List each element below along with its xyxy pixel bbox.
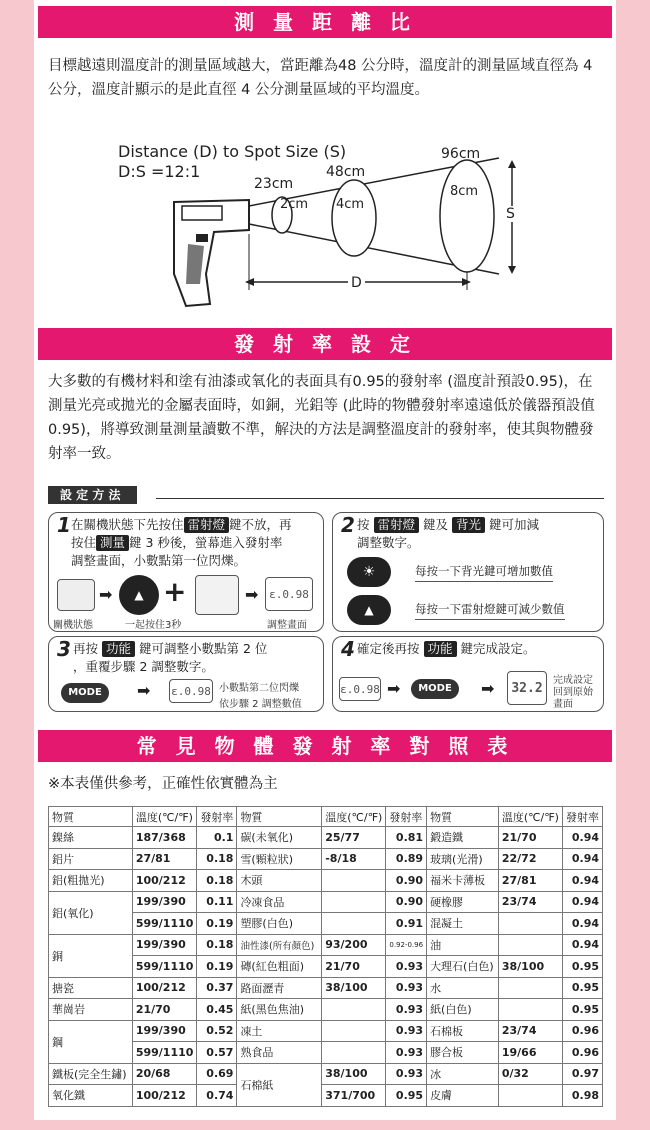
table-cell: 油性漆(所有顏色)	[237, 934, 322, 956]
step-2-text-d: 調整數字。	[357, 535, 420, 550]
step-1-number: 1	[57, 513, 71, 537]
table-cell: 冰	[427, 1063, 499, 1085]
table-cell	[322, 999, 386, 1021]
arrow-icon: ➡	[137, 681, 151, 700]
table-header-cell: 發射率	[386, 807, 427, 827]
emissivity-table-body	[49, 807, 603, 1107]
table-cell: 石棉板	[427, 1020, 499, 1042]
table-header-cell: 物質	[237, 807, 322, 827]
table-cell: 鎳絲	[49, 827, 133, 849]
backlight-button-icon: ☀	[347, 557, 391, 587]
plus-icon: +	[163, 575, 187, 608]
emissivity-screen: ε.0.98	[265, 577, 313, 611]
distance-description: 目標越遠則溫度計的測量區域越大，當距離為48 公分時，溫度計的測量區域直徑為 4 公分，溫度計顯示的是此直徑 4 公分測量區域的平均溫度。	[48, 58, 593, 98]
table-cell: 0.18	[197, 870, 237, 892]
table-cell: 0.94	[562, 848, 602, 870]
table-row	[49, 891, 603, 913]
table-cell: 0.96	[562, 1042, 602, 1064]
table-row	[49, 999, 603, 1021]
table-cell: 100/212	[132, 870, 197, 892]
table-cell: 華崗岩	[49, 999, 133, 1021]
table-cell: 0.93	[386, 956, 427, 978]
table-cell: 0.98	[562, 1085, 602, 1107]
table-cell: 38/100	[498, 956, 562, 978]
arrow-icon: ➡	[99, 585, 113, 604]
table-cell: 199/390	[132, 891, 197, 913]
label-48cm: 48cm	[326, 164, 366, 180]
laser-button-icon: ▲	[347, 595, 391, 625]
power-off-device-icon	[57, 579, 95, 611]
table-cell: 0.93	[386, 1020, 427, 1042]
table-row	[49, 1063, 603, 1085]
table-cell: 0.1	[197, 827, 237, 849]
table-row	[49, 913, 603, 935]
table-cell: 木頭	[237, 870, 322, 892]
table-cell: 0.93	[386, 977, 427, 999]
diagram-ratio: D:S =12:1	[118, 162, 201, 181]
step-3-text-c: ，重覆步驟 2 調整數字。	[73, 659, 214, 674]
temperature-screen: 32.2	[507, 671, 547, 705]
step-2-number: 2	[341, 513, 355, 537]
table-cell: 鋁片	[49, 848, 133, 870]
backlight-increase-note: 每按一下背光鍵可增加數值	[415, 563, 553, 582]
table-cell: -8/18	[322, 848, 386, 870]
table-cell: 0.37	[197, 977, 237, 999]
table-cell: 油	[427, 934, 499, 956]
table-header-cell: 物質	[427, 807, 499, 827]
table-cell: 599/1110	[132, 1042, 197, 1064]
table-cell: 0.94	[562, 827, 602, 849]
table-cell: 25/77	[322, 827, 386, 849]
table-cell: 21/70	[322, 956, 386, 978]
table-cell: 0.94	[562, 891, 602, 913]
table-cell: 大理石(白色)	[427, 956, 499, 978]
table-cell: 0.94	[562, 870, 602, 892]
table-cell: 93/200	[322, 934, 386, 956]
table-header-cell: 溫度(℃/℉)	[322, 807, 386, 827]
table-row	[49, 827, 603, 849]
table-cell	[322, 1020, 386, 1042]
section-title-emissivity-table: 常 見 物 體 發 射 率 對 照 表	[38, 730, 612, 762]
step-1-text-c: 按住	[71, 535, 97, 550]
table-cell: 雪(顆粒狀)	[237, 848, 322, 870]
table-cell: 碳(未氧化)	[237, 827, 322, 849]
step-2-box	[332, 512, 604, 632]
laser-decrease-note: 每按一下雷射燈鍵可減少數值	[415, 601, 565, 620]
caption-power-off: 關機狀態	[53, 620, 93, 631]
done-note-2: 回到原始	[553, 687, 593, 698]
table-cell: 鋁(粗拋光)	[49, 870, 133, 892]
table-cell: 磚(紅色粗面)	[237, 956, 322, 978]
table-row	[49, 977, 603, 999]
table-cell	[498, 1085, 562, 1107]
step-1-text	[71, 516, 325, 570]
thermometer-gun-icon	[174, 200, 249, 306]
emissivity-screen: ε.0.98	[339, 677, 381, 701]
table-cell: 199/390	[132, 934, 197, 956]
table-cell: 0.57	[197, 1042, 237, 1064]
emissivity-table	[48, 806, 603, 1107]
table-cell: 371/700	[322, 1085, 386, 1107]
table-header-cell: 物質	[49, 807, 133, 827]
step-4-text-a: 確定後再按	[357, 641, 420, 656]
table-cell: 0.19	[197, 913, 237, 935]
table-cell: 熟食品	[237, 1042, 322, 1064]
measure-key: 測量	[96, 535, 129, 551]
step-3-text-b: 鍵可調整小數點第 2 位	[139, 641, 268, 656]
setup-method-header	[48, 486, 604, 504]
table-row	[49, 1020, 603, 1042]
setup-method-label: 設 定 方 法	[48, 486, 137, 504]
table-cell: 38/100	[322, 1063, 386, 1085]
table-cell: 199/390	[132, 1020, 197, 1042]
label-d: D	[348, 275, 365, 291]
table-cell: 0.90	[386, 870, 427, 892]
table-cell: 599/1110	[132, 956, 197, 978]
table-cell: 塑膠(白色)	[237, 913, 322, 935]
step-2-text-a: 按	[357, 517, 370, 532]
step-3-box	[48, 636, 324, 712]
table-cell: 0.93	[386, 999, 427, 1021]
table-cell: 紙(白色)	[427, 999, 499, 1021]
table-cell	[322, 1042, 386, 1064]
table-cell: 0.18	[197, 934, 237, 956]
table-cell: 27/81	[498, 870, 562, 892]
table-cell: 0.94	[562, 913, 602, 935]
label-s: S	[506, 206, 515, 222]
table-cell: 0.93	[386, 1042, 427, 1064]
table-cell: 0.19	[197, 956, 237, 978]
table-cell: 19/66	[498, 1042, 562, 1064]
step-1-text-e: 調整畫面，小數點第一位閃爍。	[71, 553, 247, 568]
table-cell: 0.90	[386, 891, 427, 913]
step-4-box	[332, 636, 604, 712]
table-cell: 38/100	[322, 977, 386, 999]
distance-spot-diagram	[104, 134, 600, 317]
table-cell: 100/212	[132, 977, 197, 999]
table-cell: 0.93	[386, 1063, 427, 1085]
table-cell: 硬橡膠	[427, 891, 499, 913]
table-row	[49, 956, 603, 978]
table-cell: 膠合板	[427, 1042, 499, 1064]
table-cell: 紙(黑色焦油)	[237, 999, 322, 1021]
table-cell: 水	[427, 977, 499, 999]
table-cell: 0/32	[498, 1063, 562, 1085]
table-header-cell: 發射率	[197, 807, 237, 827]
table-cell: 0.81	[386, 827, 427, 849]
caption-press-together: 一起按住3秒	[125, 620, 182, 631]
table-cell	[322, 891, 386, 913]
table-cell	[498, 934, 562, 956]
table-cell	[498, 999, 562, 1021]
table-cell: 27/81	[132, 848, 197, 870]
table-row	[49, 934, 603, 956]
label-8cm: 8cm	[450, 184, 479, 199]
table-cell: 21/70	[498, 827, 562, 849]
repeat-step2-note: 依步驟 2 調整數值	[219, 699, 302, 710]
table-cell: 鋼	[49, 1020, 133, 1063]
table-cell: 0.45	[197, 999, 237, 1021]
table-cell: 0.95	[562, 956, 602, 978]
label-96cm: 96cm	[441, 146, 481, 162]
function-key: 功能	[424, 641, 457, 657]
step-1-box	[48, 512, 324, 632]
table-cell	[322, 870, 386, 892]
table-cell: 銅	[49, 934, 133, 977]
table-cell	[498, 913, 562, 935]
emissivity-screen: ε.0.98	[169, 679, 213, 703]
table-cell: 23/74	[498, 1020, 562, 1042]
table-cell: 22/72	[498, 848, 562, 870]
done-note-1: 完成設定	[553, 675, 593, 686]
table-cell: 石棉紙	[237, 1063, 322, 1106]
table-cell: 0.95	[386, 1085, 427, 1107]
table-cell: 0.95	[562, 999, 602, 1021]
mode-button: MODE	[61, 683, 109, 703]
table-cell: 鋁(氧化)	[49, 891, 133, 934]
label-4cm: 4cm	[336, 197, 365, 212]
backlight-key: 背光	[452, 517, 485, 533]
table-cell: 0.74	[197, 1085, 237, 1107]
step-4-number: 4	[341, 637, 355, 661]
arrow-icon: ➡	[387, 679, 401, 698]
section-title-emissivity: 發 射 率 設 定	[38, 328, 612, 360]
table-cell: 20/68	[132, 1063, 197, 1085]
step-4-text-b: 鍵完成設定。	[460, 641, 536, 656]
table-cell: 0.52	[197, 1020, 237, 1042]
step-2-text-b: 鍵及	[423, 517, 449, 532]
table-cell: 0.92-0.96	[386, 934, 427, 956]
table-cell: 0.94	[562, 934, 602, 956]
step-3-text-a: 再按	[73, 641, 99, 656]
emissivity-description: 大多數的有機材料和塗有油漆或氧化的表面具有0.95的發射率 (溫度計預設0.95)，在測量光亮或拋光的金屬表面時，如銅，光鋁等 (此時的物體發射率遠遠低於儀器預設值0.95)，將導致測量測量讀數不準，解決的方法是調整溫度計的發射率，使其與物體發射率一致。	[48, 374, 595, 462]
thermometer-hand-icon	[195, 575, 239, 615]
table-cell: 路面瀝青	[237, 977, 322, 999]
table-cell: 凍土	[237, 1020, 322, 1042]
table-cell: 玻璃(光滑)	[427, 848, 499, 870]
setup-method-rule	[156, 498, 604, 499]
step-4-text	[357, 640, 603, 658]
step-3-text	[73, 640, 325, 676]
table-header-row	[49, 807, 603, 827]
table-header-cell: 發射率	[562, 807, 602, 827]
table-cell: 氧化鐵	[49, 1085, 133, 1107]
table-cell: 599/1110	[132, 913, 197, 935]
table-cell: 0.18	[197, 848, 237, 870]
step-2-text-c: 鍵可加減	[489, 517, 540, 532]
table-disclaimer: ※本表僅供參考，正確性依實體為主	[48, 776, 278, 792]
caption-adjust-screen: 調整畫面	[267, 620, 307, 631]
table-cell: 混凝土	[427, 913, 499, 935]
table-cell	[322, 913, 386, 935]
table-cell: 0.96	[562, 1020, 602, 1042]
step-3-number: 3	[57, 637, 71, 661]
second-digit-blink-note: 小數點第二位閃爍	[219, 683, 299, 694]
diagram-title: Distance (D) to Spot Size (S)	[118, 142, 347, 161]
table-cell: 0.91	[386, 913, 427, 935]
step-1-text-a: 在關機狀態下先按住	[71, 517, 184, 532]
table-header-cell: 溫度(℃/℉)	[132, 807, 197, 827]
laser-button-icon: ▲	[119, 575, 159, 615]
step-2-text	[357, 516, 603, 552]
table-row	[49, 1042, 603, 1064]
section-title-distance: 測 量 距 離 比	[38, 6, 612, 38]
step-1-text-b: 鍵不放，再	[229, 517, 292, 532]
table-cell: 冷凍食品	[237, 891, 322, 913]
laser-key: 雷射燈	[184, 517, 230, 533]
table-header-cell: 溫度(℃/℉)	[498, 807, 562, 827]
done-note-3: 畫面	[553, 699, 573, 710]
table-cell: 23/74	[498, 891, 562, 913]
table-cell: 100/212	[132, 1085, 197, 1107]
table-row	[49, 870, 603, 892]
arrow-icon: ➡	[481, 679, 495, 698]
table-cell: 皮膚	[427, 1085, 499, 1107]
table-cell	[498, 977, 562, 999]
function-key: 功能	[102, 641, 135, 657]
step-1-text-d: 鍵 3 秒後，螢幕進入發射率	[129, 535, 283, 550]
label-23cm: 23cm	[254, 176, 294, 192]
mode-button: MODE	[411, 679, 459, 699]
table-cell: 21/70	[132, 999, 197, 1021]
arrow-icon: ➡	[245, 585, 259, 604]
table-row	[49, 848, 603, 870]
table-row	[49, 1085, 603, 1107]
laser-key: 雷射燈	[374, 517, 420, 533]
table-cell: 0.97	[562, 1063, 602, 1085]
table-cell: 0.11	[197, 891, 237, 913]
table-cell: 鐵板(完全生鏽)	[49, 1063, 133, 1085]
table-cell: 0.89	[386, 848, 427, 870]
table-cell: 鍛造鐵	[427, 827, 499, 849]
table-cell: 0.95	[562, 977, 602, 999]
table-cell: 搪瓷	[49, 977, 133, 999]
table-cell: 福米卡薄板	[427, 870, 499, 892]
table-cell: 187/368	[132, 827, 197, 849]
label-2cm: 2cm	[280, 197, 309, 212]
table-cell: 0.69	[197, 1063, 237, 1085]
